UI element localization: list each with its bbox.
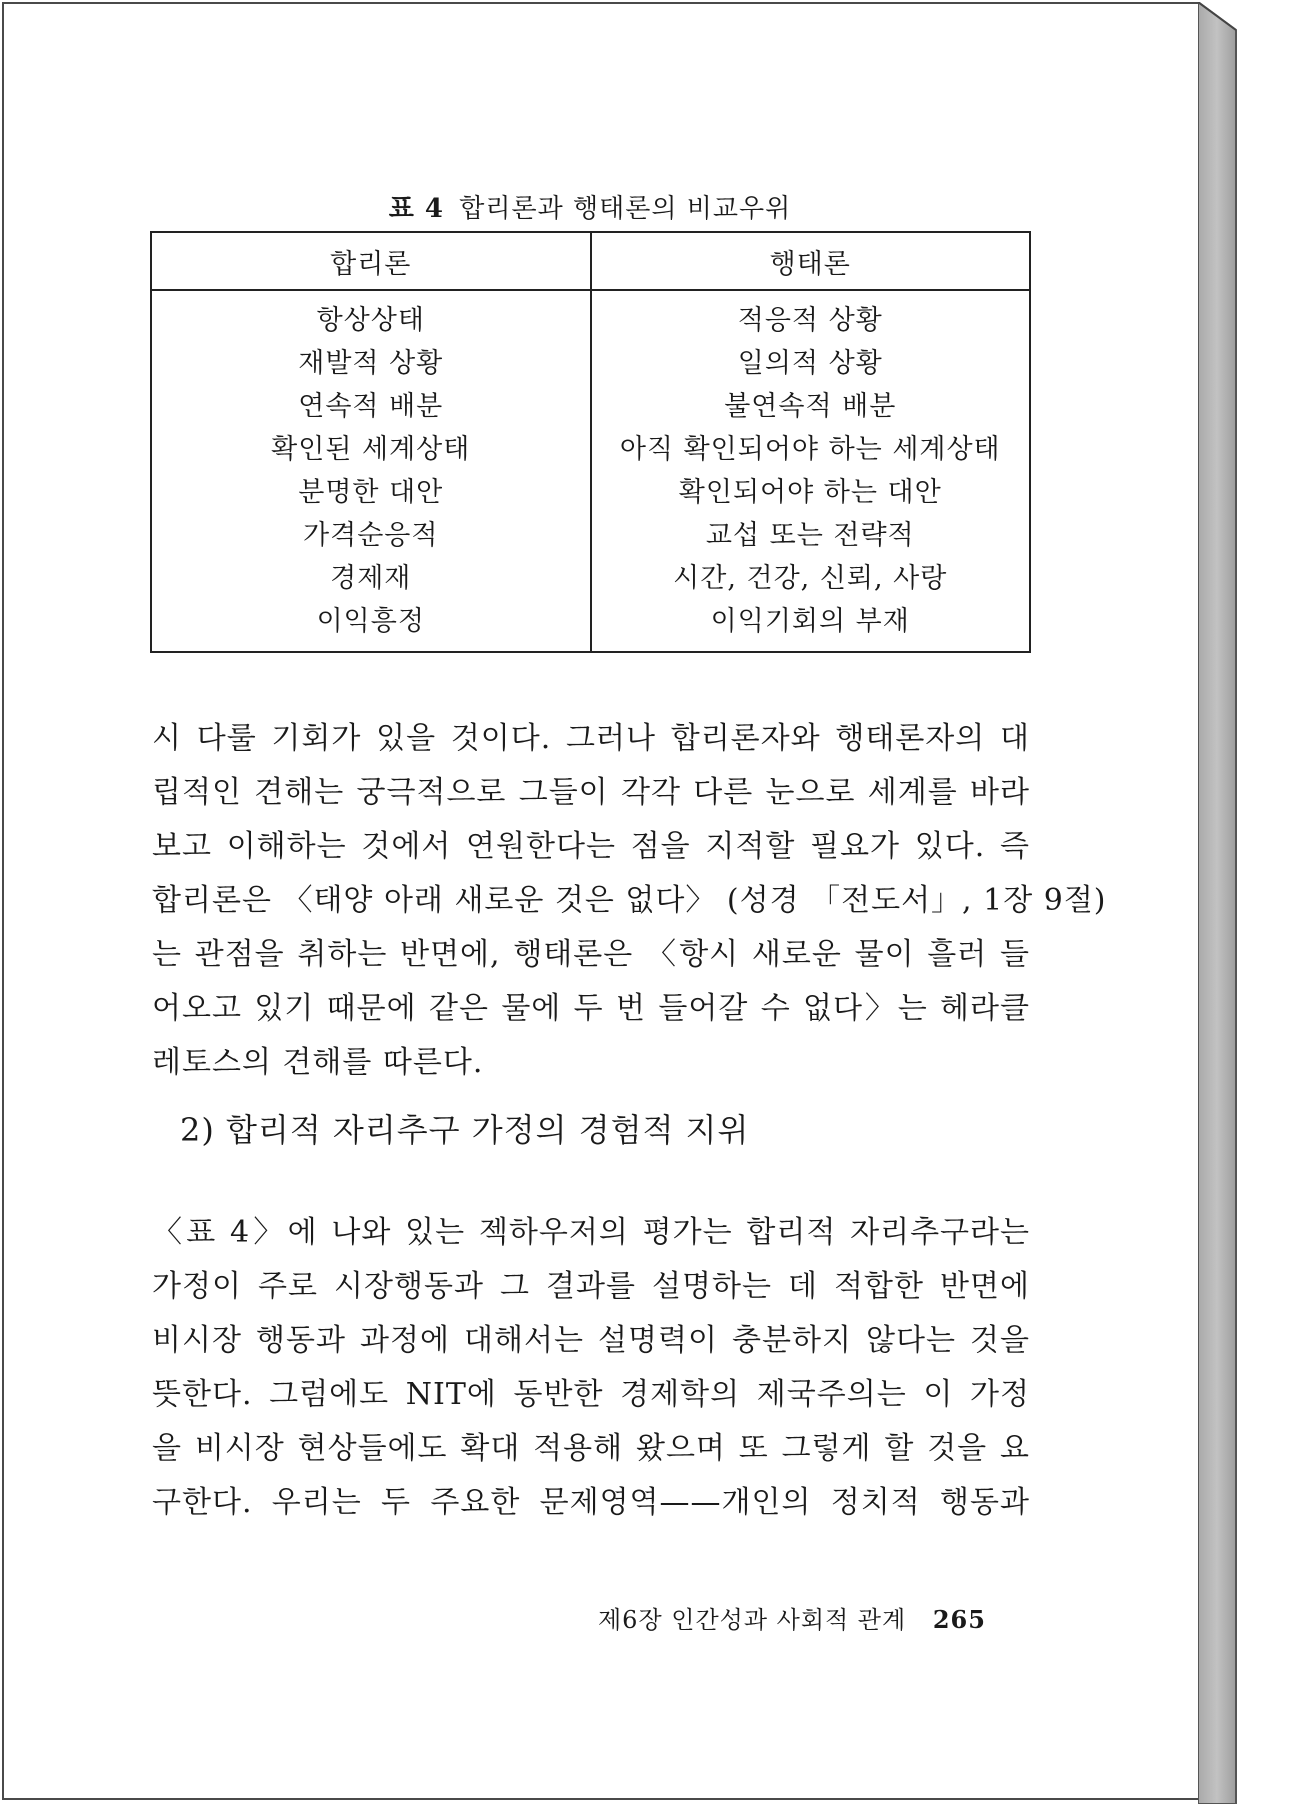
section-heading: 2) 합리적 자리추구 가정의 경험적 지위	[180, 1111, 750, 1149]
table-cell: 적응적 상황	[737, 305, 883, 336]
running-footer	[598, 1600, 986, 1635]
table-cell: 항상상태	[316, 305, 425, 336]
text-line: 비시장 행동과 과정에 대해서는 설명력이 충분하지 않다는 것을	[152, 1323, 1030, 1358]
text-line: 합리론은 〈태양 아래 새로운 것은 없다〉 (성경 「전도서」, 1장 9절)	[152, 883, 1107, 918]
table-cell: 이익흥정	[316, 606, 425, 637]
table-cell: 경제재	[330, 563, 412, 594]
table-cell: 분명한 대안	[298, 477, 444, 508]
text-line: 뜻한다. 그럼에도 NIT에 동반한 경제학의 제국주의는 이 가정	[152, 1377, 1030, 1412]
text-line: 가정이 주로 시장행동과 그 결과를 설명하는 데 적합한 반면에	[152, 1269, 1030, 1304]
text-line: 보고 이해하는 것에서 연원한다는 점을 지적할 필요가 있다. 즉	[152, 829, 1030, 864]
book-spine	[1198, 2, 1298, 1804]
text-line: 〈표 4〉에 나와 있는 젝하우저의 평가는 합리적 자리추구라는	[152, 1215, 1030, 1250]
table-cell: 시간, 건강, 신뢰, 사랑	[673, 563, 948, 594]
table-row	[151, 290, 1030, 652]
rational-column	[151, 290, 591, 652]
table-caption	[150, 188, 1030, 225]
page-number: 265	[932, 1605, 986, 1634]
comparison-table	[150, 231, 1031, 653]
text-line: 는 관점을 취하는 반면에, 행태론은 〈항시 새로운 물이 흘러 들	[152, 937, 1030, 972]
behavioral-column	[591, 290, 1031, 652]
text-line: 시 다룰 기회가 있을 것이다. 그러나 합리론자와 행태론자의 대	[152, 721, 1030, 756]
text-line: 을 비시장 현상들에도 확대 적용해 왔으며 또 그렇게 할 것을 요	[152, 1431, 1030, 1466]
body-paragraph-1	[152, 712, 1107, 1090]
table-cell: 재발적 상황	[298, 348, 444, 379]
table-cell: 불연속적 배분	[724, 391, 897, 422]
text-line: 레토스의 견해를 따른다.	[152, 1045, 484, 1080]
header-rational: 합리론	[151, 232, 591, 290]
body-paragraph-2	[152, 1206, 1030, 1530]
table-cell: 교섭 또는 전략적	[705, 520, 915, 551]
text-line: 구한다. 우리는 두 주요한 문제영역——개인의 정치적 행동과	[152, 1485, 1030, 1520]
chapter-title: 제6장 인간성과 사회적 관계	[598, 1606, 907, 1634]
table-cell: 가격순응적	[303, 520, 439, 551]
table-caption-label: 표 4	[388, 194, 445, 224]
table-cell: 연속적 배분	[298, 391, 444, 422]
table-cell: 일의적 상황	[737, 348, 883, 379]
table-cell: 아직 확인되어야 하는 세계상태	[619, 434, 1001, 465]
table-cell: 확인된 세계상태	[271, 434, 471, 465]
table-header-row	[151, 232, 1030, 290]
text-line: 어오고 있기 때문에 같은 물에 두 번 들어갈 수 없다〉는 헤라클	[152, 991, 1030, 1026]
table-caption-title: 합리론과 행태론의 비교우위	[459, 194, 792, 224]
table-cell: 이익기회의 부재	[710, 606, 910, 637]
text-line: 립적인 견해는 궁극적으로 그들이 각각 다른 눈으로 세계를 바라	[152, 775, 1030, 810]
header-behavioral: 행태론	[591, 232, 1031, 290]
table-cell: 확인되어야 하는 대안	[678, 477, 942, 508]
